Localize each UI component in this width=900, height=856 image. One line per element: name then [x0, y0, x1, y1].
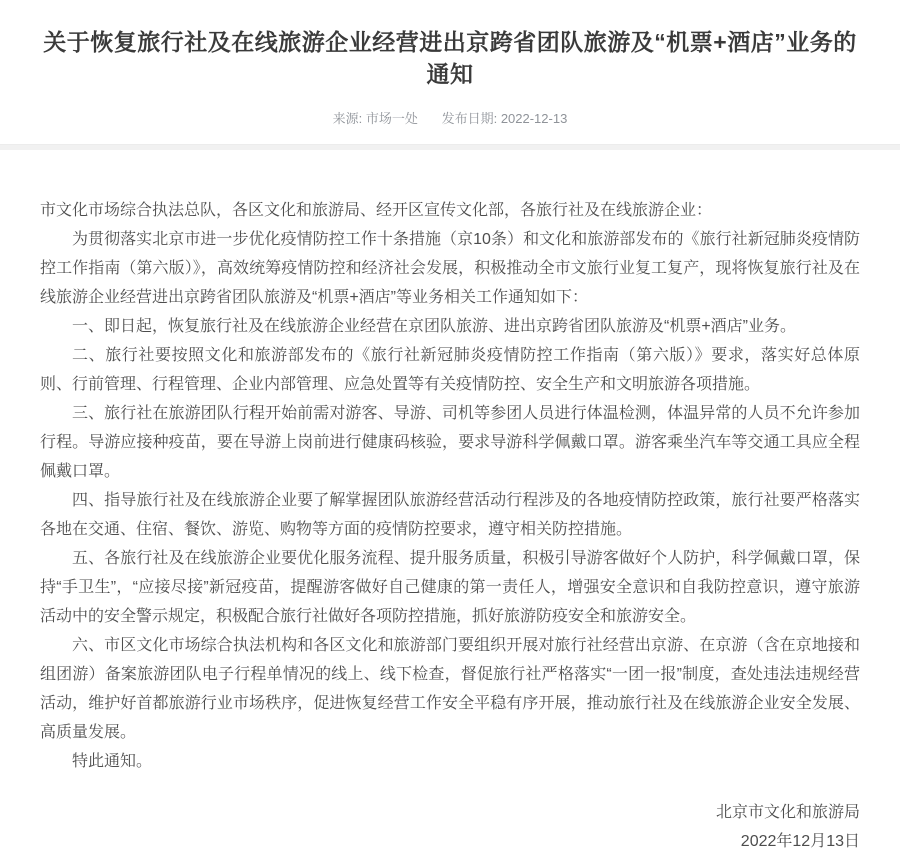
notice-title: 关于恢复旅行社及在线旅游企业经营进出京跨省团队旅游及“机票+酒店”业务的通知	[43, 29, 857, 87]
notice-paragraph: 二、旅行社要按照文化和旅游部发布的《旅行社新冠肺炎疫情防控工作指南（第六版）》要求，落实好总体原则、行前管理、行程管理、企业内部管理、应急处置等有关疫情防控、安全生产和文明旅游各项措施。	[40, 347, 860, 393]
source-label: 来源:	[332, 111, 363, 126]
publish-date-value: 2022-12-13	[500, 111, 568, 126]
publish-date-field	[442, 111, 568, 126]
publish-date-label: 发布日期:	[441, 111, 498, 126]
notice-meta	[38, 110, 862, 144]
notice-header	[0, 0, 900, 144]
notice-paragraph: 六、市区文化市场综合执法机构和各区文化和旅游部门要组织开展对旅行社经营出京游、在京游（含在京地接和组团游）备案旅游团队电子行程单情况的线上、线下检查，督促旅行社严格落实“一团一报”制度，查处违法违规经营活动，维护好首都旅游行业市场秩序，促进恢复经营工作安全平稳有序开展，推动旅行社及在线旅游企业安全发展、高质量发展。	[40, 637, 860, 741]
source-field	[333, 111, 418, 126]
notice-paragraph: 四、指导旅行社及在线旅游企业要了解掌握团队旅游经营活动行程涉及的各地疫情防控政策，旅行社要严格落实各地在交通、住宿、餐饮、游览、购物等方面的疫情防控要求，遵守相关防控措施。	[40, 492, 860, 538]
notice-paragraph: 五、各旅行社及在线旅游企业要优化服务流程、提升服务质量，积极引导游客做好个人防护，科学佩戴口罩，保持“手卫生”，“应接尽接”新冠疫苗，提醒游客做好自己健康的第一责任人，增强安全意识和自我防控意识，遵守旅游活动中的安全警示规定，积极配合旅行社做好各项防控措施，抓好旅游防疫安全和旅游安全。	[40, 550, 860, 625]
signature-block	[0, 798, 900, 856]
signature-date: 2022年12月13日	[740, 833, 860, 850]
source-value: 市场一处	[365, 111, 418, 126]
notice-paragraph: 一、即日起，恢复旅行社及在线旅游企业经营在京团队旅游、进出京跨省团队旅游及“机票+酒店”业务。	[72, 318, 797, 335]
notice-closing: 特此通知。	[72, 753, 153, 770]
notice-body	[0, 150, 900, 776]
signature-agency: 北京市文化和旅游局	[715, 804, 860, 821]
notice-paragraph: 三、旅行社在旅游团队行程开始前需对游客、导游、司机等参团人员进行体温检测，体温异常的人员不允许参加行程。导游应接种疫苗，要在导游上岗前进行健康码核验，要求导游科学佩戴口罩。游客乘坐汽车等交通工具应全程佩戴口罩。	[40, 405, 860, 480]
notice-paragraph: 为贯彻落实北京市进一步优化疫情防控工作十条措施（京10条）和文化和旅游部发布的《旅行社新冠肺炎疫情防控工作指南（第六版）》，高效统筹疫情防控和经济社会发展，积极推动全市文旅行业复工复产，现将恢复旅行社及在线旅游企业经营进出京跨省团队旅游及“机票+酒店”等业务相关工作通知如下：	[40, 231, 860, 306]
notice-paragraph-list	[40, 225, 860, 747]
notice-salutation: 市文化市场综合执法总队，各区文化和旅游局、经开区宣传文化部，各旅行社及在线旅游企业：	[40, 202, 713, 219]
